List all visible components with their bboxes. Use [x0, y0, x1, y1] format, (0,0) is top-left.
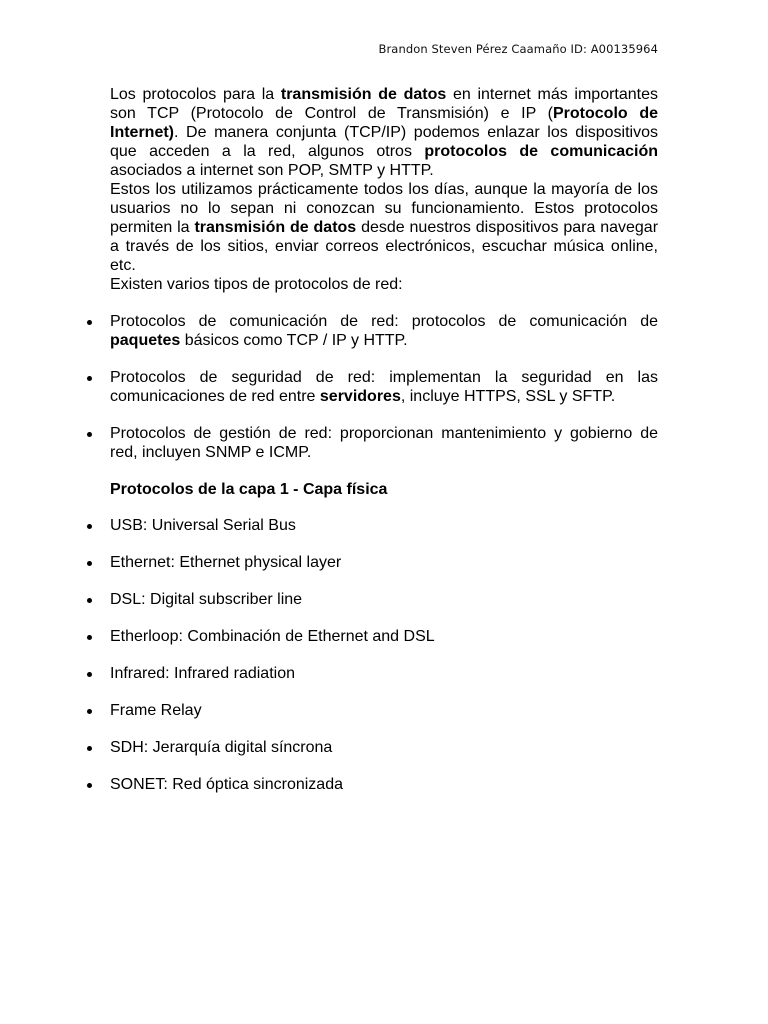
item-text: Protocolos de seguridad de red: implementan la seguridad en las comunicaciones de red entre [110, 369, 658, 405]
intro-text: desde nuestros dispositivos para navegar a través de los sitios, enviar correos electrónicos, escuchar música online, etc. [110, 219, 659, 274]
list-item: Frame Relay [110, 701, 658, 720]
bold-term: protocolos de comunicación [424, 143, 659, 160]
list-item [110, 424, 658, 462]
section-heading: Protocolos de la capa 1 - Capa física [110, 481, 388, 498]
layer1-protocols-list [110, 516, 658, 794]
list-item: USB: Universal Serial Bus [110, 516, 658, 535]
list-item: Ethernet: Ethernet physical layer [110, 553, 658, 572]
intro-text: asociados a internet son POP, SMTP y HTTP. [110, 162, 434, 179]
intro-text: Los protocolos para la [110, 86, 281, 103]
intro-paragraph-1 [110, 85, 658, 180]
list-item: SONET: Red óptica sincronizada [110, 775, 658, 794]
intro-paragraph-3: Existen varios tipos de protocolos de red: [110, 276, 403, 293]
item-text: Protocolos de gestión de red: proporcionan mantenimiento y gobierno de red, incluyen SNMP e ICMP. [110, 425, 658, 461]
item-text: básicos como TCP / IP y HTTP. [180, 332, 408, 349]
list-item [110, 312, 658, 350]
bold-term: servidores [319, 388, 401, 405]
list-item: Etherloop: Combinación de Ethernet and DSL [110, 627, 658, 646]
document-body [110, 85, 658, 812]
item-text: , incluye HTTPS, SSL y SFTP. [400, 388, 616, 405]
intro-text: . De manera conjunta (TCP/IP) podemos enlazar los dispositivos que acceden a la red, algunos otros [110, 124, 658, 160]
intro-text: Estos los utilizamos prácticamente todos los días, aunque la mayoría de los usuarios no lo sepan ni conozcan su funcionamiento. Estos protocolos permiten la [110, 181, 658, 236]
bold-term: paquetes [110, 332, 181, 349]
intro-text: en internet más importantes son TCP (Protocolo de Control de Transmisión) e IP ( [110, 86, 659, 122]
network-protocol-types-list [110, 312, 658, 462]
bold-term: transmisión de datos [194, 219, 357, 236]
bold-term: transmisión de datos [280, 86, 447, 103]
list-item: DSL: Digital subscriber line [110, 590, 658, 609]
list-item: SDH: Jerarquía digital síncrona [110, 738, 658, 757]
bold-term: Protocolo de Internet) [110, 105, 659, 141]
list-item: Infrared: Infrared radiation [110, 664, 658, 683]
item-text: Protocolos de comunicación de red: protocolos de comunicación de [110, 313, 658, 330]
intro-paragraph-2 [110, 180, 658, 275]
page-header: Brandon Steven Pérez Caamaño ID: A00135964 [378, 42, 658, 56]
list-item [110, 368, 658, 406]
